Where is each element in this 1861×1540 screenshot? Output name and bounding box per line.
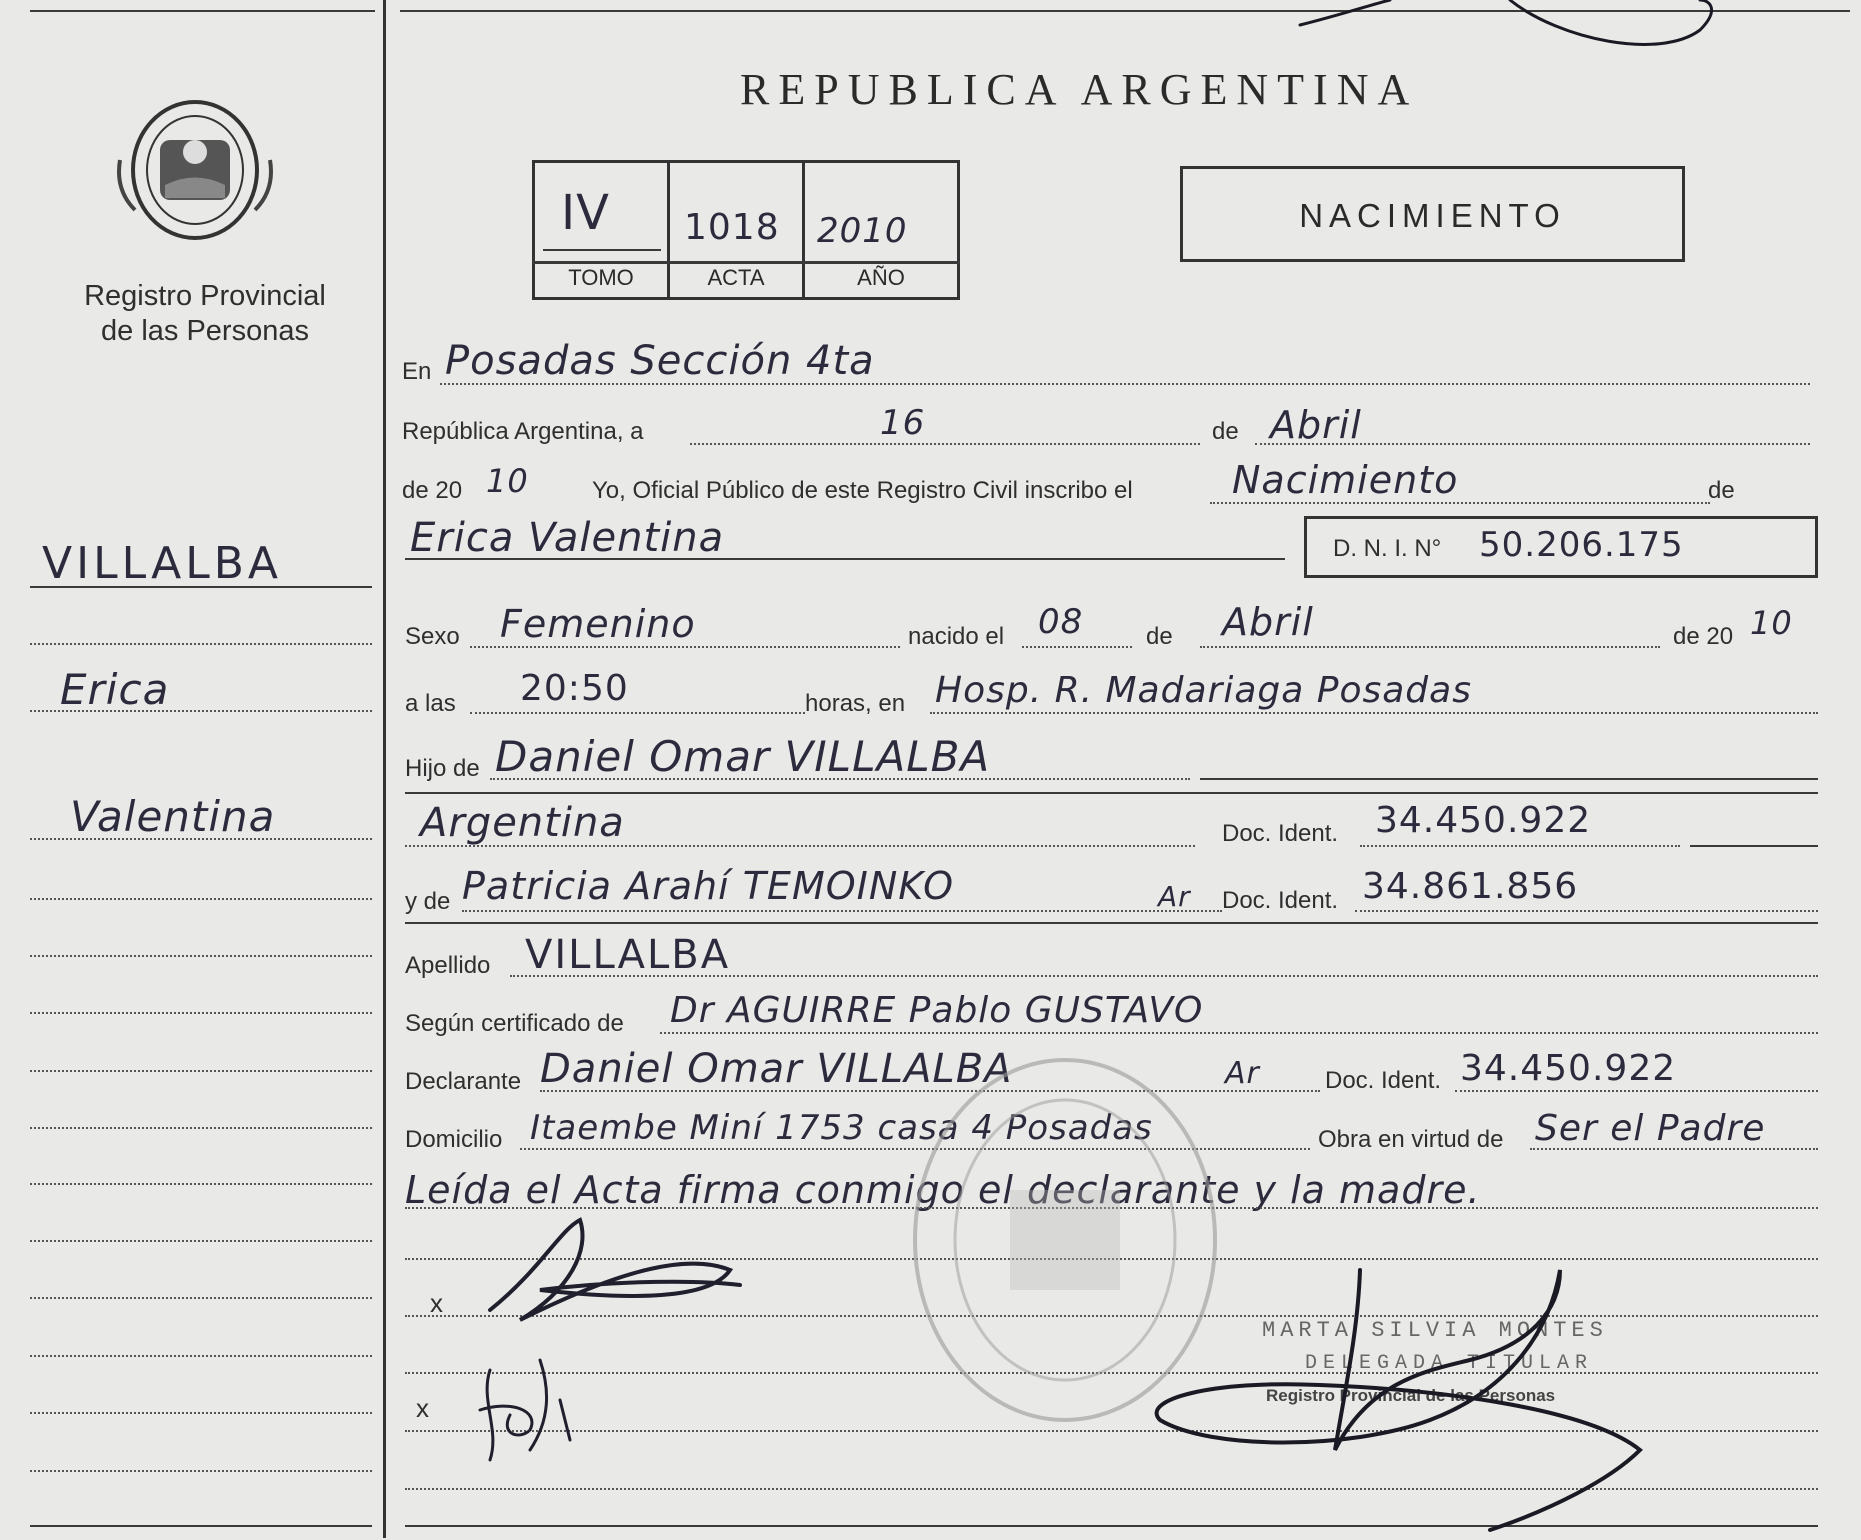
acta-separator <box>667 261 805 264</box>
doc-label-2: Doc. Ident. <box>1222 887 1339 914</box>
column-divider <box>383 0 386 1538</box>
fill-line <box>660 1032 1818 1034</box>
horas-label: horas, en <box>805 690 906 717</box>
doc-label: Doc. Ident. <box>1222 820 1339 847</box>
year-prefix: de 20 <box>402 477 463 504</box>
yde-label: y de <box>405 888 451 915</box>
dni-box <box>1304 516 1818 578</box>
registry-name-line1: Registro Provincial <box>84 280 326 312</box>
fill-line <box>470 646 900 648</box>
father-nationality: Argentina <box>420 800 625 846</box>
sidebar-given-name-1: Erica <box>60 665 170 714</box>
en-value: Posadas Sección 4ta <box>445 338 875 384</box>
fill-line <box>405 792 1818 794</box>
declarante-doc-label: Doc. Ident. <box>1325 1067 1442 1094</box>
dni-label: D. N. I. N° <box>1333 535 1442 562</box>
tomo-rule <box>543 249 661 251</box>
tomo-label: TOMO <box>568 265 634 290</box>
sidebar-rule <box>30 586 372 588</box>
en-label: En <box>402 358 432 385</box>
year-suffix: 10 <box>486 462 529 500</box>
fill-line <box>1200 646 1660 648</box>
top-signature-fragment <box>1280 0 1840 60</box>
tomo-separator <box>532 261 670 264</box>
month-value: Abril <box>1270 403 1362 447</box>
acta-value: 1018 <box>684 207 780 248</box>
republica-label: República Argentina, a <box>402 418 644 445</box>
sidebar-dotted-line <box>30 710 372 712</box>
anio-value: 2010 <box>817 211 908 251</box>
registry-number-box <box>532 160 960 300</box>
fill-line <box>1360 845 1680 847</box>
fill-line <box>470 712 805 714</box>
sidebar-dotted-line <box>30 1297 372 1299</box>
sidebar-surname: VILLALBA <box>42 538 283 589</box>
x-mark-declarante: x <box>430 1288 443 1318</box>
act-type: NACIMIENTO <box>1299 197 1566 234</box>
de-label: de <box>1212 418 1239 445</box>
fill-line <box>1255 443 1810 445</box>
father-doc: 34.450.922 <box>1375 800 1592 841</box>
hijo-label: Hijo de <box>405 755 480 782</box>
child-name: Erica Valentina <box>410 515 725 561</box>
sexo-label: Sexo <box>405 623 460 650</box>
sidebar-dotted-line <box>30 643 372 645</box>
sidebar-dotted-line <box>30 1240 372 1242</box>
sidebar-given-name-2: Valentina <box>70 792 276 841</box>
fill-line <box>690 443 1200 445</box>
declarante-doc: 34.450.922 <box>1460 1048 1677 1089</box>
sidebar-dotted-line <box>30 1127 372 1129</box>
sexo-value: Femenino <box>500 602 696 646</box>
fill-line <box>440 383 1810 385</box>
birth-day: 08 <box>1038 602 1084 642</box>
fill-line <box>1200 778 1818 780</box>
apellido-label: Apellido <box>405 952 491 979</box>
certificado-label: Según certificado de <box>405 1010 624 1037</box>
time-value: 20:50 <box>520 668 629 709</box>
stamp-officer-name: MARTA SILVIA MONTES <box>1262 1318 1608 1343</box>
mother-doc: 34.861.856 <box>1362 866 1579 907</box>
birth-month: Abril <box>1222 600 1314 644</box>
place-value: Hosp. R. Madariaga Posadas <box>935 670 1472 711</box>
obra-label: Obra en virtud de <box>1318 1126 1504 1153</box>
x-mark-madre: x <box>416 1393 429 1423</box>
alas-label: a las <box>405 690 456 717</box>
fill-line <box>930 712 1818 714</box>
de-label-2: de <box>1708 477 1735 504</box>
mother-signature <box>470 1340 590 1470</box>
de20-label: de 20 <box>1673 623 1734 650</box>
anio-cell <box>802 160 960 300</box>
dni-value: 50.206.175 <box>1479 525 1684 565</box>
apellido-value: VILLALBA <box>525 932 731 978</box>
sidebar-dotted-line <box>30 1355 372 1357</box>
fill-line <box>490 778 1190 780</box>
tomo-value: IV <box>561 185 610 241</box>
officer-text: Yo, Oficial Público de este Registro Civil inscribo el <box>592 477 1133 504</box>
sidebar-dotted-line <box>30 838 372 840</box>
tomo-cell <box>532 160 670 300</box>
acta-cell <box>667 160 805 300</box>
lectura-text: Leída el Acta firma conmigo el declarante y la madre. <box>405 1168 1481 1212</box>
officer-signature <box>1130 1250 1690 1540</box>
stamp-officer-title: DELEGADA TITULAR <box>1305 1352 1594 1375</box>
declarante-value: Daniel Omar VILLALBA <box>540 1046 1013 1092</box>
de-label-3: de <box>1146 623 1173 650</box>
event-value: Nacimiento <box>1232 458 1459 502</box>
father-name: Daniel Omar VILLALBA <box>495 732 991 781</box>
fill-line <box>510 975 1818 977</box>
mother-nationality: Ar <box>1158 880 1191 913</box>
sidebar-dotted-line <box>30 1070 372 1072</box>
fill-line <box>405 845 1195 847</box>
sidebar-dotted-line <box>30 1470 372 1472</box>
top-rule-left <box>30 10 375 12</box>
obra-value: Ser el Padre <box>1535 1108 1766 1149</box>
nacido-label: nacido el <box>908 623 1005 650</box>
fill-line <box>1530 1148 1818 1150</box>
domicilio-label: Domicilio <box>405 1126 503 1153</box>
sidebar-dotted-line <box>30 1012 372 1014</box>
fill-line <box>405 558 1285 560</box>
certificado-value: Dr AGUIRRE Pablo GUSTAVO <box>670 990 1204 1031</box>
country-title: REPUBLICA ARGENTINA <box>740 65 1419 114</box>
fill-line <box>1690 845 1818 847</box>
declarante-nationality: Ar <box>1225 1056 1260 1091</box>
registry-name-line2: de las Personas <box>101 315 309 347</box>
sidebar-dotted-line <box>30 955 372 957</box>
fill-line <box>1022 646 1132 648</box>
sidebar-dotted-line <box>30 898 372 900</box>
acta-label: ACTA <box>707 265 765 290</box>
fill-line <box>462 910 1222 912</box>
sidebar-bottom-rule <box>30 1525 372 1527</box>
domicilio-value: Itaembe Miní 1753 casa 4 Posadas <box>530 1108 1153 1148</box>
day-value: 16 <box>880 403 926 443</box>
fill-line <box>1355 910 1818 912</box>
provincial-seal-icon <box>115 90 280 250</box>
fill-line <box>405 922 1818 924</box>
birth-year-suffix: 10 <box>1750 604 1793 642</box>
anio-label: AÑO <box>857 265 905 290</box>
declarant-signature <box>480 1210 750 1330</box>
mother-name: Patricia Arahí TEMOINKO <box>462 864 955 908</box>
fill-line <box>1455 1090 1818 1092</box>
declarante-label: Declarante <box>405 1068 522 1095</box>
act-type-box <box>1180 166 1685 262</box>
sidebar-dotted-line <box>30 1412 372 1414</box>
stamp-registry-name: Registro Provincial de las Personas <box>1266 1386 1556 1405</box>
sidebar-dotted-line <box>30 1183 372 1185</box>
anio-separator <box>802 261 960 264</box>
fill-line <box>1210 502 1710 504</box>
